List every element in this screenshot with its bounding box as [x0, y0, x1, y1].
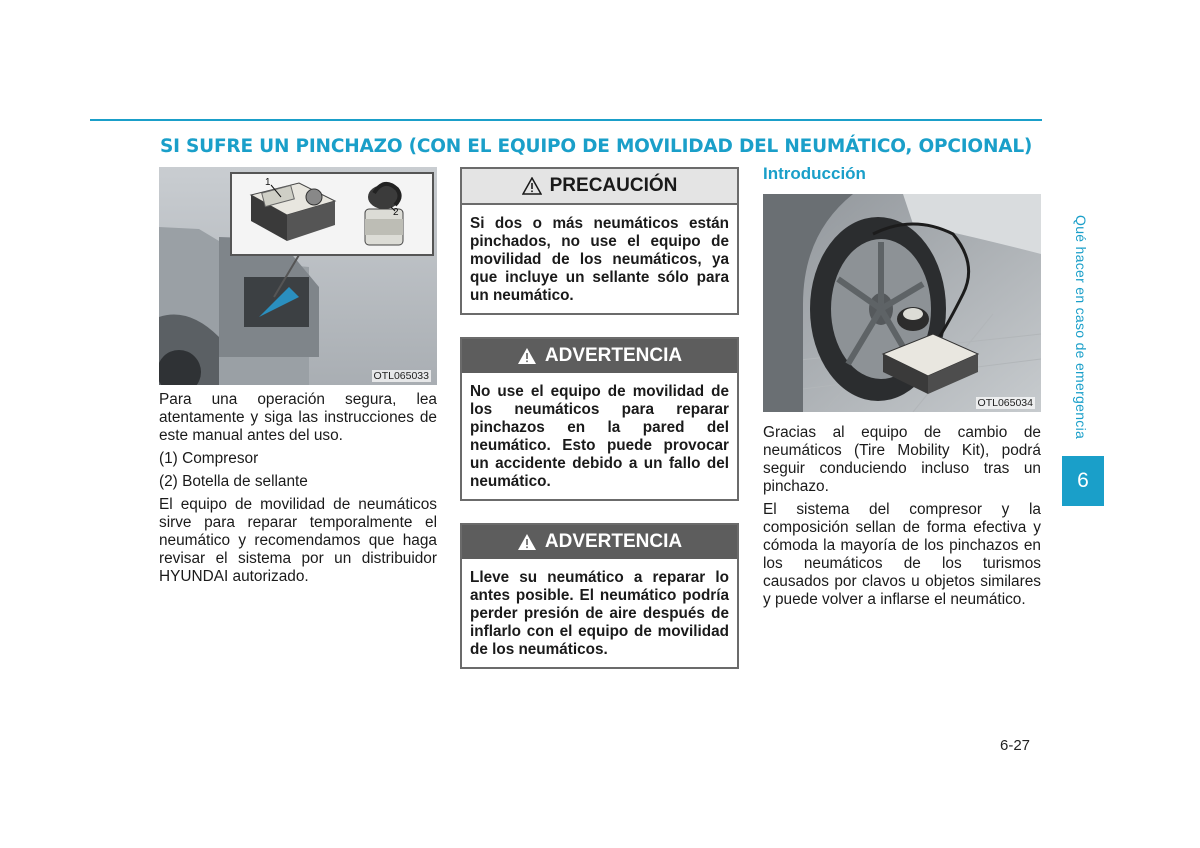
caution-header [462, 169, 737, 205]
intro-paragraph: Para una operación segura, lea atentamente y siga las instrucciones de este manual antes del uso. [159, 391, 437, 444]
intro-paragraph-1: Gracias al equipo de cambio de neumáticos (Tire Mobility Kit), podrá seguir conduciendo incluso tras un pinchazo. [763, 424, 1041, 495]
compressor-tire-illustration [763, 194, 1041, 412]
warning-header-1 [462, 339, 737, 373]
warning-box-1 [460, 337, 739, 501]
warning-box-2 [460, 523, 739, 669]
figure-compressor-tire [763, 194, 1041, 412]
warning-triangle-icon [517, 533, 537, 551]
left-column [159, 167, 437, 591]
figure-code: OTL065034 [977, 397, 1033, 409]
intro-paragraph-2: El sistema del compresor y la composición sellan de forma efectiva y cómoda la mayoría de los pinchazos en los neumáticos de los turismos causados por clavos u objetos similares y puede volver a inflarse el neumático. [763, 501, 1041, 608]
top-rule [90, 119, 1042, 121]
list-item-compressor: (1) Compresor [159, 450, 259, 467]
warning-text-2: Lleve su neumático a reparar lo antes posible. El neumático podría perder presión de aire después de inflarlo con el equipo de movilidad de los neumáticos. [470, 569, 729, 658]
section-title: SI SUFRE UN PINCHAZO (CON EL EQUIPO DE MOVILIDAD DEL NEUMÁTICO, OPCIONAL) [160, 136, 1033, 157]
warning-triangle-icon [522, 177, 542, 195]
warning-label-1: ADVERTENCIA [544, 345, 683, 366]
warning-text-1: No use el equipo de movilidad de los neumáticos para reparar pinchazos en la pared del neumático. Esto puede provocar un accidente debido a un fallo del neumático. [470, 383, 729, 490]
body-paragraph: El equipo de movilidad de neumáticos sirve para reparar temporalmente el neumático y recomendamos que haga revisar el sistema por un distribuidor HYUNDAI autorizado. [159, 496, 437, 585]
figure-code: OTL065033 [373, 370, 429, 382]
middle-column [460, 167, 739, 669]
callout-2: 2 [393, 207, 399, 218]
warning-triangle-icon [517, 347, 537, 365]
caution-label: PRECAUCIÓN [549, 175, 678, 196]
chapter-label-text: Qué hacer en caso de emergencia [1073, 215, 1089, 440]
caution-text: Si dos o más neumáticos están pinchados, no use el equipo de movilidad de los neumáticos, ya que incluye un sellante sólo para un neumático. [470, 215, 729, 304]
right-column [763, 164, 1041, 614]
caution-box [460, 167, 739, 315]
trunk-kit-illustration [159, 167, 437, 385]
list-item-sealant: (2) Botella de sellante [159, 473, 308, 490]
callout-1: 1 [265, 177, 271, 188]
intro-heading: Introducción [763, 164, 866, 183]
page-number: 6-27 [1000, 737, 1031, 754]
figure-trunk-kit [159, 167, 437, 385]
warning-label-2: ADVERTENCIA [544, 531, 683, 552]
chapter-tab: 6 [1062, 456, 1104, 506]
chapter-side-label [1069, 215, 1091, 455]
warning-header-2 [462, 525, 737, 559]
